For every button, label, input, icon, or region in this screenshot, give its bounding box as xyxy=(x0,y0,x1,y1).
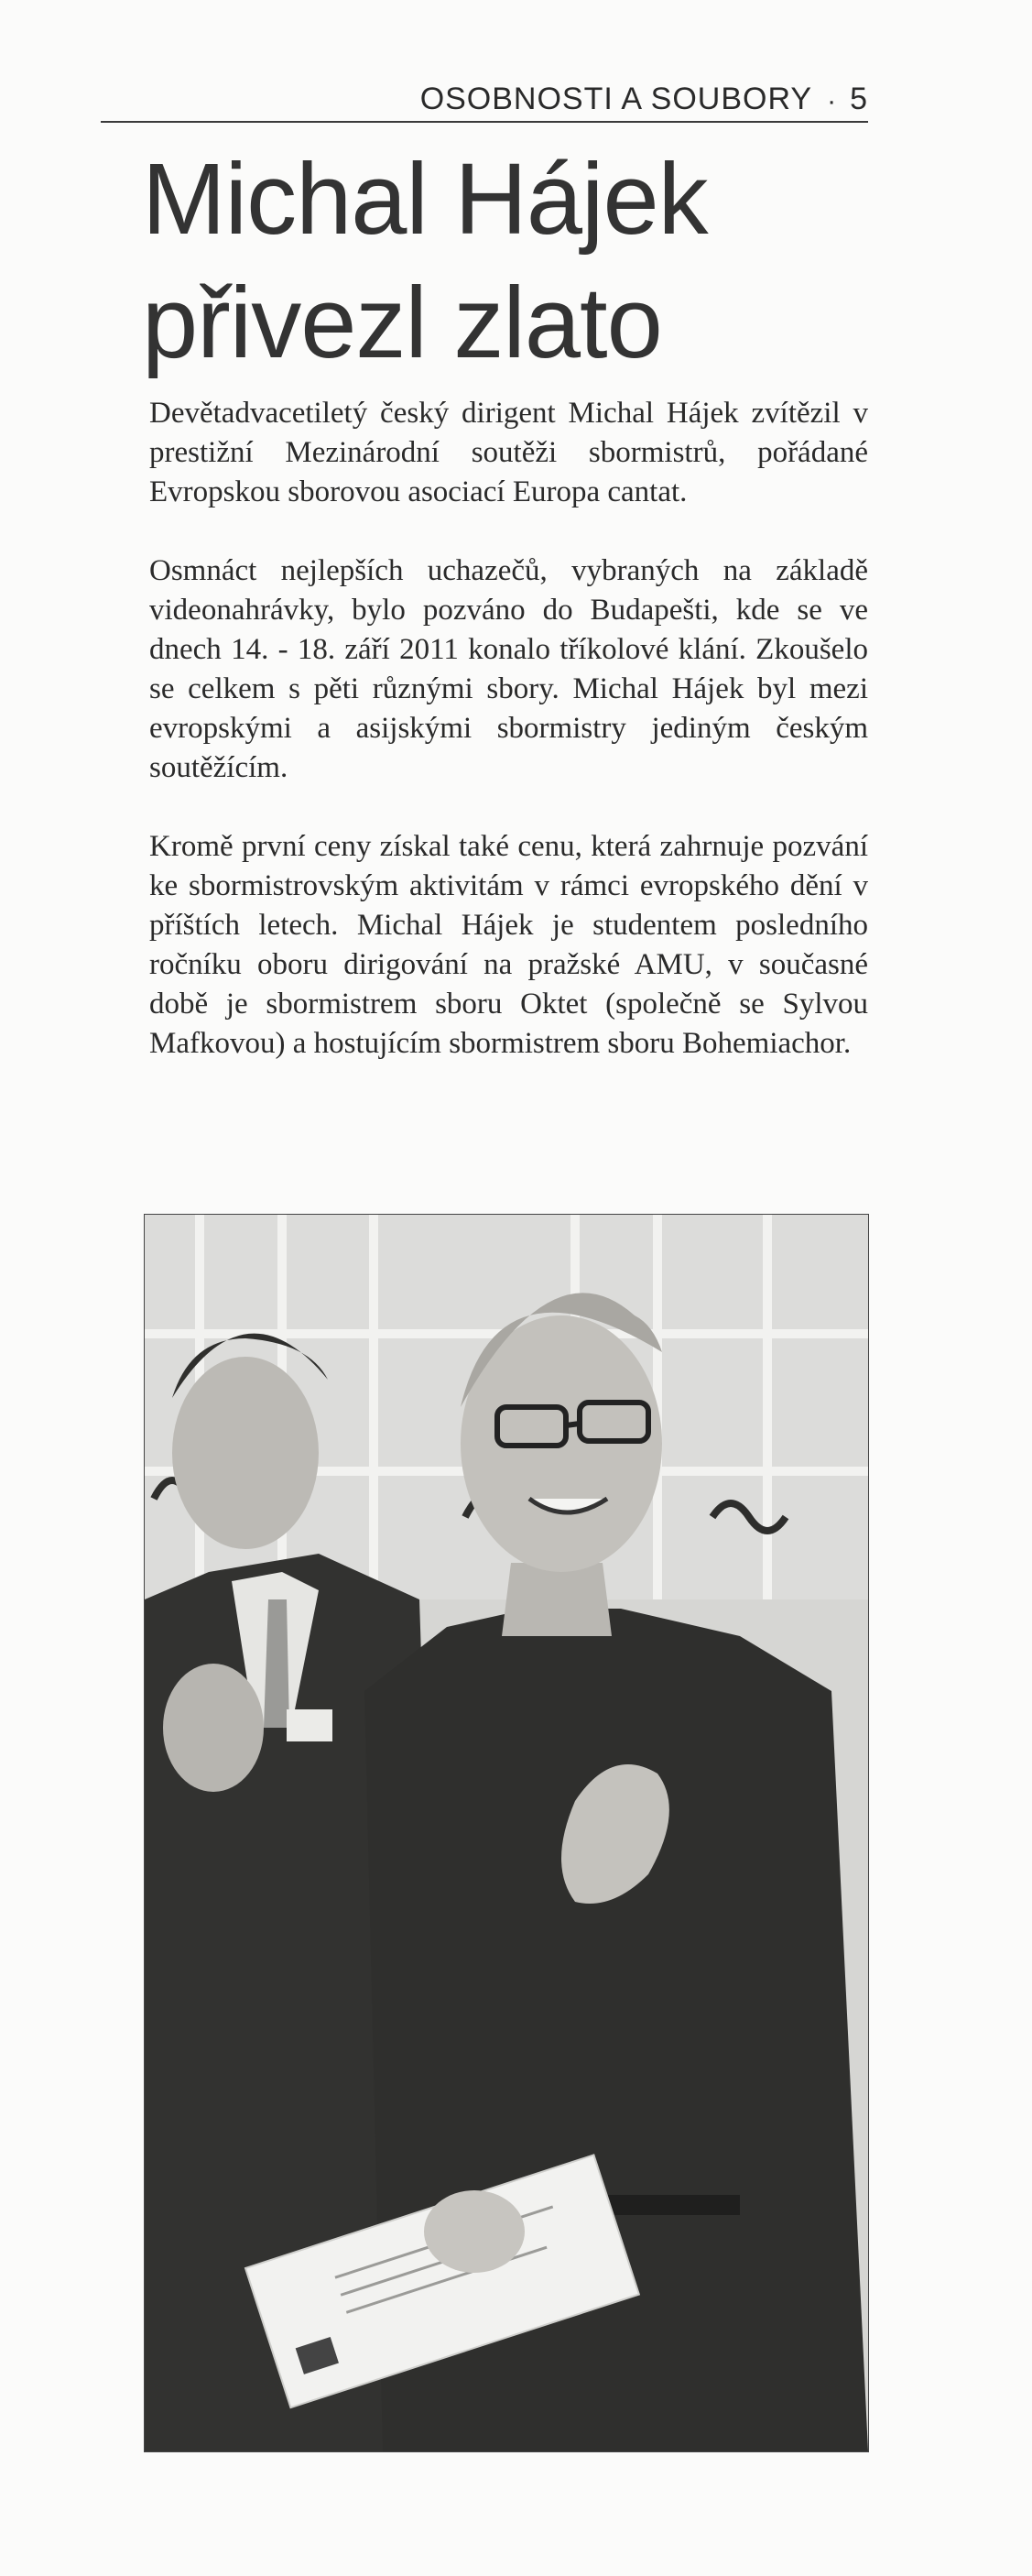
paragraph: Osmnáct nejlepších uchazečů, vybraných na základě videonahrávky, bylo pozváno do Budapešti, kde se ve dnech 14. - 18. září 2011 konalo tříkolové klání. Zkoušelo se celkem s pěti různými sbory. Michal Hájek byl mezi evropskými a asijskými sbormistry jediným českým soutěžícím. xyxy=(149,554,868,784)
page-number: 5 xyxy=(850,82,868,116)
page-header xyxy=(101,75,868,123)
article-photo xyxy=(144,1214,869,2452)
paragraph: Devětadvacetiletý český dirigent Michal Hájek zvítězil v prestižní Mezinárodní soutěži sbormistrů, pořádané Evropskou sborovou asociací Europa cantat. xyxy=(149,397,868,508)
article-title xyxy=(142,137,874,385)
article-title-line-2: přivezl zlato xyxy=(142,267,662,379)
paragraph: Kromě první ceny získal také cenu, která zahrnuje pozvání ke sbormistrovským aktivitám v rámci evropského dění v příštích letech. Michal Hájek je studentem posledního ročníku oboru dirigování na pražské AMU, v současné době je sbormistrem sboru Oktet (společně se Sylvou Mafkovou) a hostujícím sbormistrem sboru Bohemiachor. xyxy=(149,830,868,1060)
header-separator: · xyxy=(827,86,838,116)
article-title-line-1: Michal Hájek xyxy=(142,143,708,256)
photo-illustration xyxy=(145,1215,868,2451)
section-title: OSOBNOSTI A SOUBORY xyxy=(419,82,813,116)
article-body xyxy=(149,394,868,1103)
